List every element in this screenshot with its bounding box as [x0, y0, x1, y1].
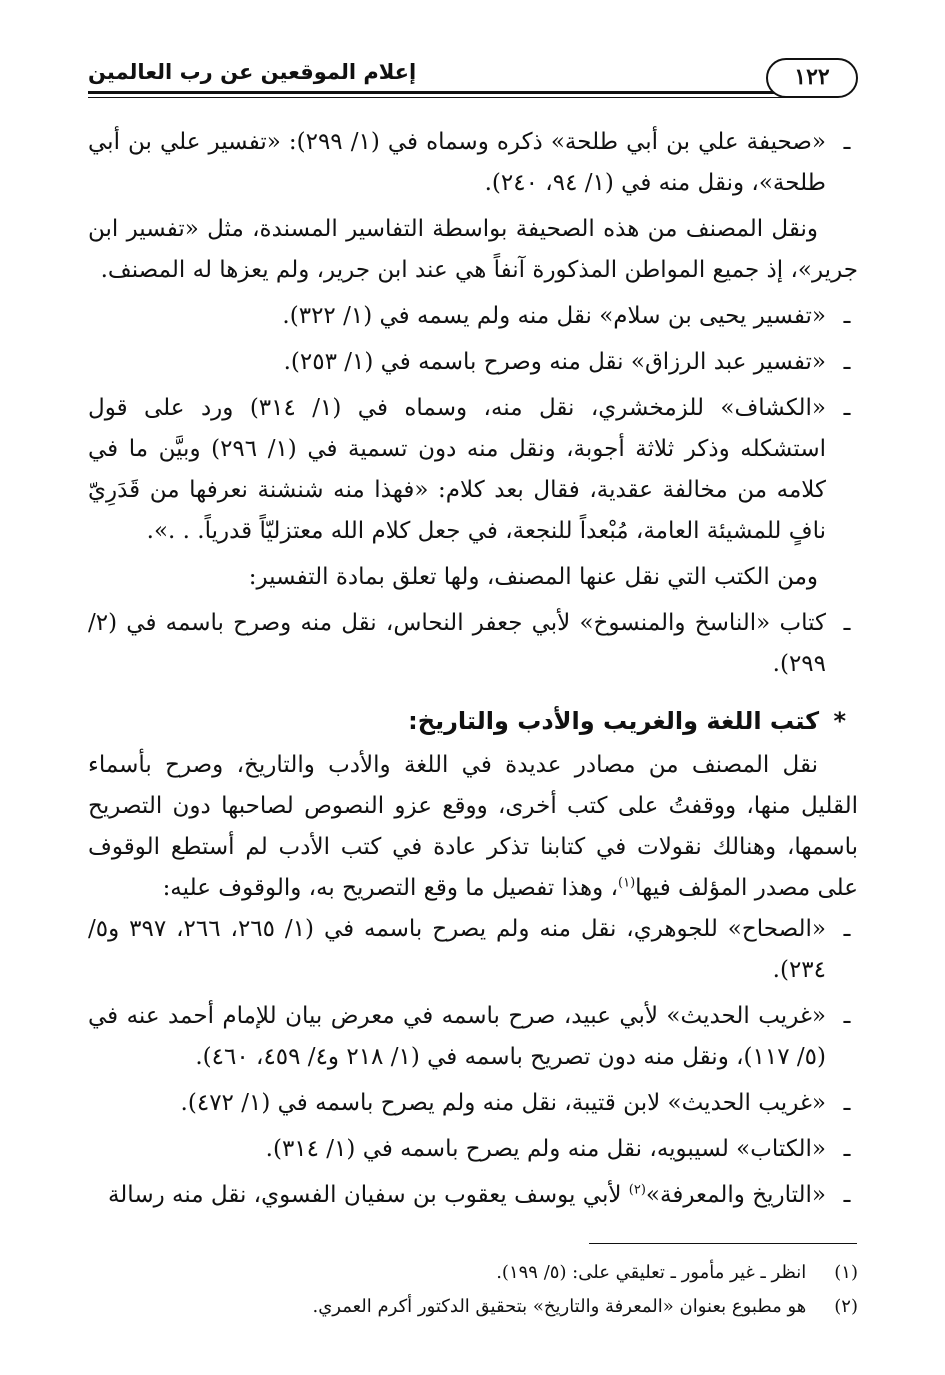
list-dash: ـ	[843, 129, 851, 155]
paragraph-text: ، وهذا تفصيل ما وقع التصريح به، والوقوف عليه:	[162, 875, 619, 901]
footnote-number: (٢)	[834, 1296, 858, 1317]
footnote-number: (١)	[834, 1262, 858, 1283]
list-item-text: «الكشاف» للزمخشري، نقل منه، وسماه في (١/ ٣١٤) ورد على قول استشكله وذكر ثلاثة أجوبة، ونقل منه دون تسمية في (١/ ٢٩٦) وبيَّن ما في كلامه من مخالفة عقدية، فقال بعد كلام: «فهذا منه شنشنة نعرفها من قَدَرِيّ نافٍ للمشيئة العامة، مُبْعداً للنجعة، في جعل كلام الله معتزليّاً قدرياً. . .».	[88, 395, 827, 544]
list-item	[88, 1175, 858, 1216]
footnote	[88, 1290, 858, 1324]
section-heading	[88, 699, 858, 743]
list-dash: ـ	[843, 349, 851, 375]
list-item	[88, 388, 858, 552]
list-item-text: «الصحاح» للجوهري، نقل منه ولم يصرح باسمه في (١/ ٢٦٥، ٢٦٦، ٣٩٧ و٥/ ٢٣٤).	[88, 916, 826, 983]
list-dash: ـ	[843, 395, 851, 421]
footnote-separator	[589, 1243, 857, 1244]
list-item-text: كتاب «الناسخ والمنسوخ» لأبي جعفر النحاس، نقل منه وصرح باسمه في (٢/ ٢٩٩).	[88, 610, 826, 677]
list-item	[88, 603, 858, 685]
footnote-text: هو مطبوع بعنوان «المعرفة والتاريخ» بتحقيق الدكتور أكرم العمري.	[312, 1296, 807, 1317]
list-dash: ـ	[843, 303, 851, 329]
list-dash: ـ	[843, 1003, 851, 1029]
list-item	[88, 1129, 858, 1170]
list-item-text: «صحيفة علي بن أبي طلحة» ذكره وسماه في (١/ ٢٩٩): «تفسير علي بن أبي طلحة»، ونقل منه في (١/ ٩٤، ٢٤٠).	[88, 129, 826, 196]
body-text	[88, 122, 858, 1216]
footnote-reference[interactable]: (١)	[618, 875, 636, 891]
footnote-text: انظر ـ غير مأمور ـ تعليقي على: (٥/ ١٩٩).	[496, 1262, 807, 1283]
footnote	[88, 1256, 858, 1290]
list-dash: ـ	[843, 1182, 851, 1208]
list-item	[88, 342, 858, 383]
paragraph: ومن الكتب التي نقل عنها المصنف، ولها تعلق بمادة التفسير:	[248, 564, 818, 590]
list-item	[88, 122, 858, 204]
list-dash: ـ	[843, 1136, 851, 1162]
list-dash: ـ	[843, 916, 851, 942]
list-item-text: «الكتاب» لسيبويه، نقل منه ولم يصرح باسمه في (١/ ٣١٤).	[265, 1136, 826, 1162]
list-item-text: «غريب الحديث» لابن قتيبة، نقل منه ولم يصرح باسمه في (١/ ٤٧٢).	[180, 1090, 826, 1116]
list-item	[88, 996, 858, 1078]
footnote-reference[interactable]: (٢)	[628, 1182, 646, 1198]
running-header	[88, 58, 858, 100]
list-item-text: «غريب الحديث» لأبي عبيد، صرح باسمه في معرض بيان للإمام أحمد عنه في (٥/ ١١٧)، ونقل منه دون تصريح باسمه في (١/ ٢١٨ و٤/ ٤٥٩، ٤٦٠).	[88, 1003, 826, 1070]
footnotes	[88, 1256, 858, 1324]
list-item-text: «تفسير يحيى بن سلام» نقل منه ولم يسمه في (١/ ٣٢٢).	[282, 303, 826, 329]
list-item-text: «التاريخ والمعرفة»	[645, 1182, 826, 1208]
list-item-text: لأبي يوسف يعقوب بن سفيان الفسوي، نقل منه رسالة	[107, 1182, 629, 1208]
paragraph: ونقل المصنف من هذه الصحيفة بواسطة التفاسير المسندة، مثل «تفسير ابن جرير»، إذ جميع المواطن المذكورة آنفاً هي عند ابن جرير، ولم يعزها له المصنف.	[88, 216, 858, 283]
star-icon: *	[833, 707, 846, 735]
paragraph	[88, 745, 858, 909]
list-dash: ـ	[843, 1090, 851, 1116]
list-item-text: «تفسير عبد الرزاق» نقل منه وصرح باسمه في (١/ ٢٥٣).	[283, 349, 826, 375]
list-item	[88, 909, 858, 991]
book-title: إعلام الموقعين عن رب العالمين	[88, 60, 417, 84]
list-dash: ـ	[843, 610, 851, 636]
page-number: ١٢٢	[766, 58, 858, 98]
header-rule-thick	[88, 91, 818, 94]
header-rule-thin	[88, 97, 818, 98]
section-heading-text: كتب اللغة والغريب والأدب والتاريخ:	[408, 707, 820, 735]
list-item	[88, 1083, 858, 1124]
paragraph-text: نقل المصنف من مصادر عديدة في اللغة والأدب والتاريخ، وصرح بأسماء القليل منها، ووقفتُ على كتب أخرى، ووقع عزو النصوص لصاحبها دون التصريح باسمها، وهنالك نقولات في كتابنا تذكر عادة في كتب الأدب لم أستطع الوقوف على مصدر المؤلف فيها	[88, 752, 858, 901]
list-item	[88, 296, 858, 337]
